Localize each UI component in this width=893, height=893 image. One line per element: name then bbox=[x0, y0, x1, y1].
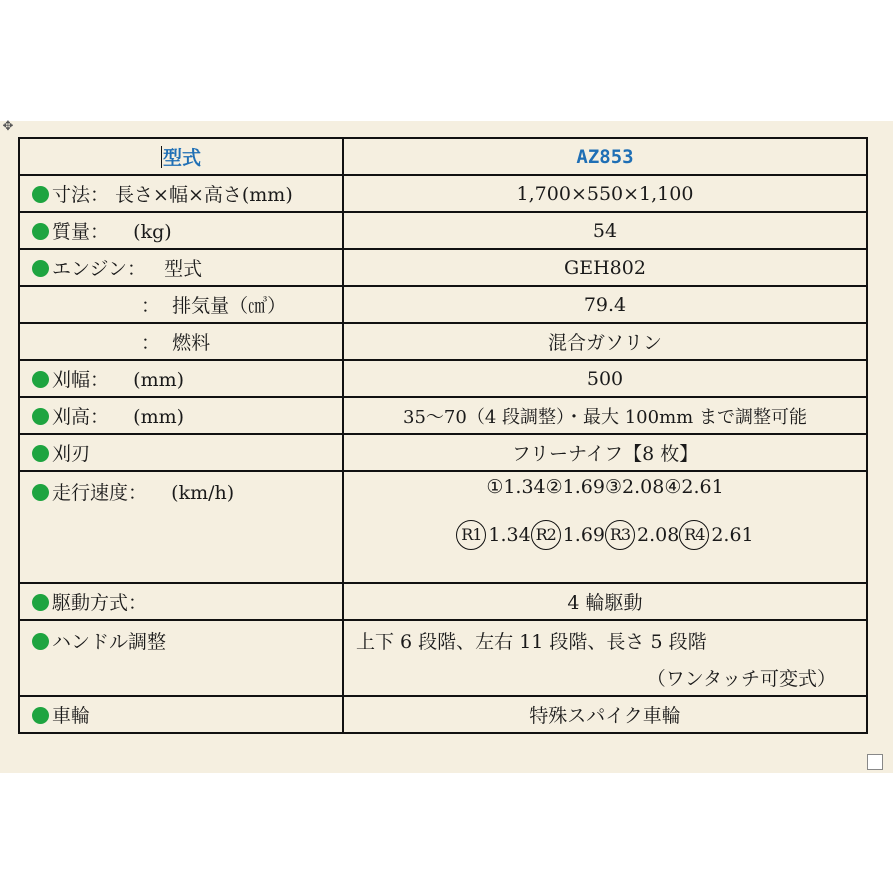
handle-label-cell[interactable] bbox=[19, 620, 343, 696]
header-model-cell[interactable] bbox=[343, 138, 867, 175]
row-value: GEH802 bbox=[564, 256, 646, 279]
row-value-cell[interactable] bbox=[343, 323, 867, 360]
bullet-icon bbox=[32, 223, 49, 240]
header-label: 型式 bbox=[162, 147, 201, 169]
table-row-handle bbox=[19, 620, 867, 696]
row-label: 刈幅： (mm) bbox=[52, 369, 185, 391]
row-label: エンジン： 型式 bbox=[52, 258, 203, 280]
table-row bbox=[19, 696, 867, 733]
bullet-icon bbox=[32, 633, 49, 650]
row-value: 混合ガソリン bbox=[547, 332, 662, 354]
table-row bbox=[19, 286, 867, 323]
row-label-cell[interactable] bbox=[19, 323, 343, 360]
row-value-cell[interactable] bbox=[343, 175, 867, 212]
row-value-cell[interactable] bbox=[343, 249, 867, 286]
bullet-icon bbox=[32, 707, 49, 724]
reverse-gear-mark: R4 bbox=[679, 520, 709, 550]
reverse-gear-mark: R2 bbox=[531, 520, 561, 550]
bullet-icon bbox=[32, 594, 49, 611]
row-value: 500 bbox=[586, 367, 624, 390]
header-label-cell[interactable] bbox=[19, 138, 343, 175]
handle-line-1: 上下 6 段階、左右 11 段階、長さ 5 段階 bbox=[356, 631, 707, 653]
bullet-icon bbox=[32, 408, 49, 425]
row-value-cell[interactable] bbox=[343, 434, 867, 471]
reverse-speeds bbox=[344, 520, 866, 556]
row-label-cell[interactable] bbox=[19, 434, 343, 471]
table-row bbox=[19, 323, 867, 360]
row-label-cell[interactable] bbox=[19, 249, 343, 286]
speed-label: 走行速度： (km/h) bbox=[52, 482, 235, 504]
row-label: 刈刃 bbox=[52, 443, 91, 465]
reverse-speed-value: 2.61 bbox=[711, 524, 754, 546]
table-row bbox=[19, 397, 867, 434]
bullet-icon bbox=[32, 186, 49, 203]
row-label-cell[interactable] bbox=[19, 360, 343, 397]
speed-value-cell[interactable] bbox=[343, 471, 867, 583]
row-label: ： 排気量（㎤） bbox=[141, 295, 287, 317]
row-value: フリーナイフ【8 枚】 bbox=[511, 443, 699, 465]
row-value-cell[interactable] bbox=[343, 360, 867, 397]
row-label: 駆動方式： bbox=[52, 592, 148, 614]
row-value: 1,700×550×1,100 bbox=[516, 182, 694, 205]
reverse-speed-list bbox=[456, 523, 753, 545]
row-label: 質量： (kg) bbox=[52, 221, 172, 243]
table-row bbox=[19, 583, 867, 620]
spec-table bbox=[18, 137, 868, 734]
row-value-cell[interactable] bbox=[343, 696, 867, 733]
row-value: 4 輪駆動 bbox=[567, 592, 643, 614]
row-value: 35～70（4 段調整）・最大 100mm まで調整可能 bbox=[403, 406, 807, 428]
table-row bbox=[19, 360, 867, 397]
row-label-cell[interactable] bbox=[19, 696, 343, 733]
row-value-cell[interactable] bbox=[343, 286, 867, 323]
row-label: 刈高： (mm) bbox=[52, 406, 185, 428]
reverse-gear-mark: R3 bbox=[605, 520, 635, 550]
bullet-icon bbox=[32, 371, 49, 388]
reverse-speed-value: 2.08 bbox=[637, 524, 680, 546]
table-move-icon[interactable]: ✥ bbox=[2, 119, 14, 134]
handle-label: ハンドル調整 bbox=[52, 631, 167, 653]
row-value-cell[interactable] bbox=[343, 397, 867, 434]
row-label: 車輪 bbox=[52, 705, 91, 727]
table-row bbox=[19, 434, 867, 471]
bullet-icon bbox=[32, 484, 49, 501]
row-label-cell[interactable] bbox=[19, 175, 343, 212]
handle-value-cell[interactable] bbox=[343, 620, 867, 696]
forward-speeds: ①1.34②1.69③2.08④2.61 bbox=[486, 476, 724, 498]
table-row-speed bbox=[19, 471, 867, 583]
bullet-icon bbox=[32, 260, 49, 277]
row-label-cell[interactable] bbox=[19, 212, 343, 249]
header-model: AZ853 bbox=[576, 145, 634, 168]
reverse-gear-mark: R1 bbox=[456, 520, 486, 550]
reverse-speed-value: 1.69 bbox=[562, 524, 605, 546]
row-label: ： 燃料 bbox=[141, 332, 211, 354]
text-cursor bbox=[161, 146, 162, 168]
row-value: 79.4 bbox=[583, 293, 627, 316]
row-value: 特殊スパイク車輪 bbox=[529, 705, 681, 727]
row-label-cell[interactable] bbox=[19, 286, 343, 323]
handle-line-2: （ワンタッチ可変式） bbox=[646, 668, 836, 690]
table-row bbox=[19, 249, 867, 286]
row-value-cell[interactable] bbox=[343, 212, 867, 249]
table-row bbox=[19, 175, 867, 212]
table-header-row bbox=[19, 138, 867, 175]
speed-label-cell[interactable] bbox=[19, 471, 343, 583]
row-value: 54 bbox=[592, 219, 618, 242]
row-label-cell[interactable] bbox=[19, 397, 343, 434]
row-label-cell[interactable] bbox=[19, 583, 343, 620]
reverse-speed-value: 1.34 bbox=[488, 524, 531, 546]
row-label: 寸法： 長さ×幅×高さ(mm) bbox=[52, 184, 293, 206]
row-value-cell[interactable] bbox=[343, 583, 867, 620]
table-resize-icon[interactable] bbox=[867, 754, 883, 770]
table-row bbox=[19, 212, 867, 249]
bullet-icon bbox=[32, 445, 49, 462]
